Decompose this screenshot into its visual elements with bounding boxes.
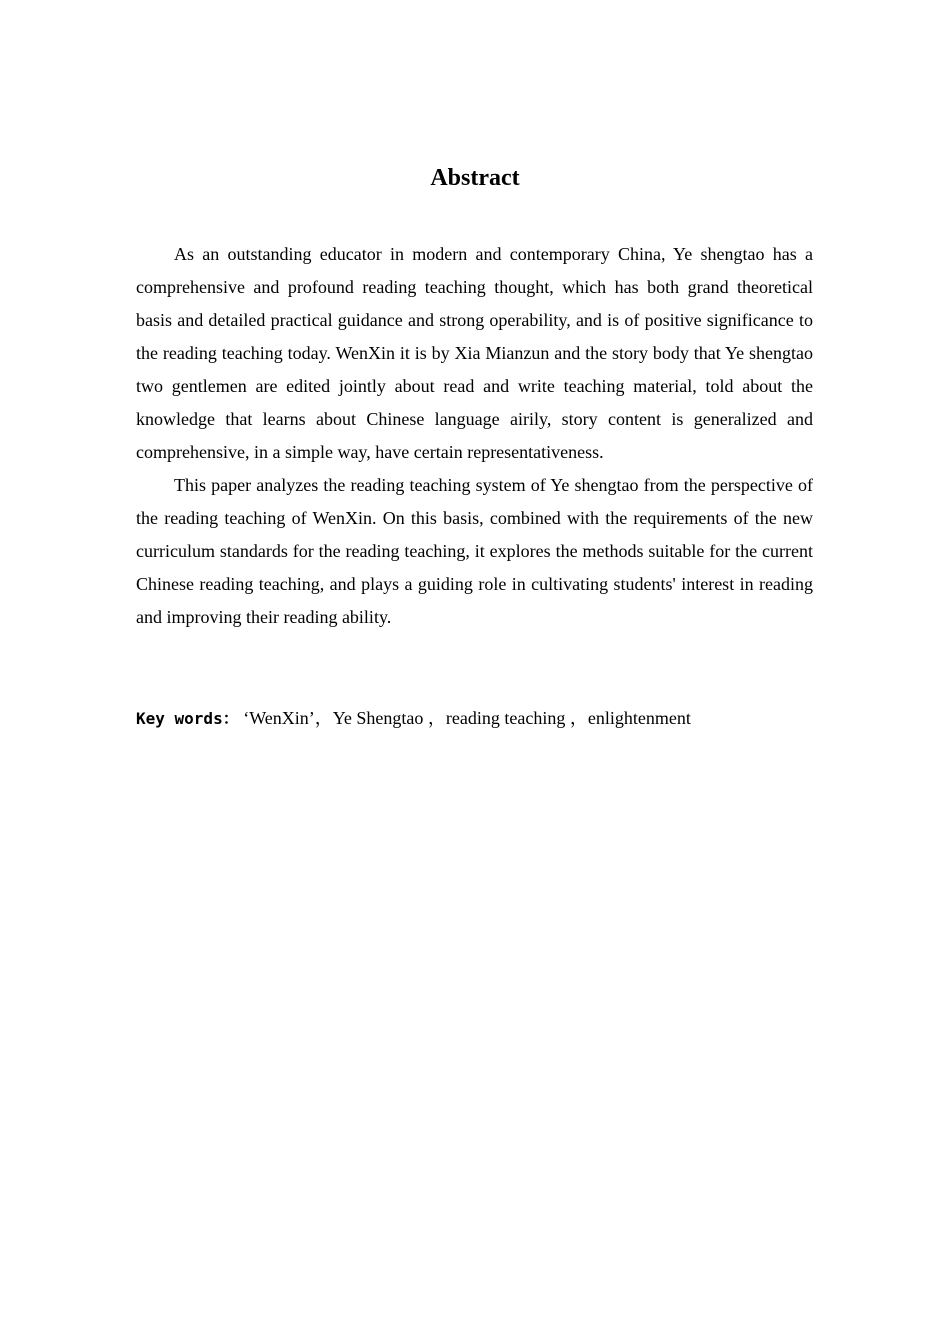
keywords-label: Key words： [136,709,239,728]
keywords-line [136,703,836,734]
abstract-title: Abstract [430,165,520,191]
abstract-paragraph-1: As an outstanding educator in modern and contemporary China, Ye shengtao has a comprehensive and profound reading teaching thought, which has both grand theoretical basis and detailed practical guidance and strong operability, and is of positive significance to the reading teaching today. WenXin it is by Xia Mianzun and the story body that Ye shengtao two gentlemen are edited jointly about read and write teaching material, told about the knowledge that learns about Chinese language airily, story content is generalized and comprehensive, in a simple way, have certain representativeness. [136,244,813,462]
keywords-value: ‘WenXin’，Ye Shengtao ，reading teaching ，enlightenment [243,708,691,728]
abstract-paragraph-2: This paper analyzes the reading teaching system of Ye shengtao from the perspective of the reading teaching of WenXin. On this basis, combined with the requirements of the new curriculum standards for the reading teaching, it explores the methods suitable for the current Chinese reading teaching, and plays a guiding role in cultivating students' interest in reading and improving their reading ability. [136,475,813,627]
abstract-body [136,238,813,634]
